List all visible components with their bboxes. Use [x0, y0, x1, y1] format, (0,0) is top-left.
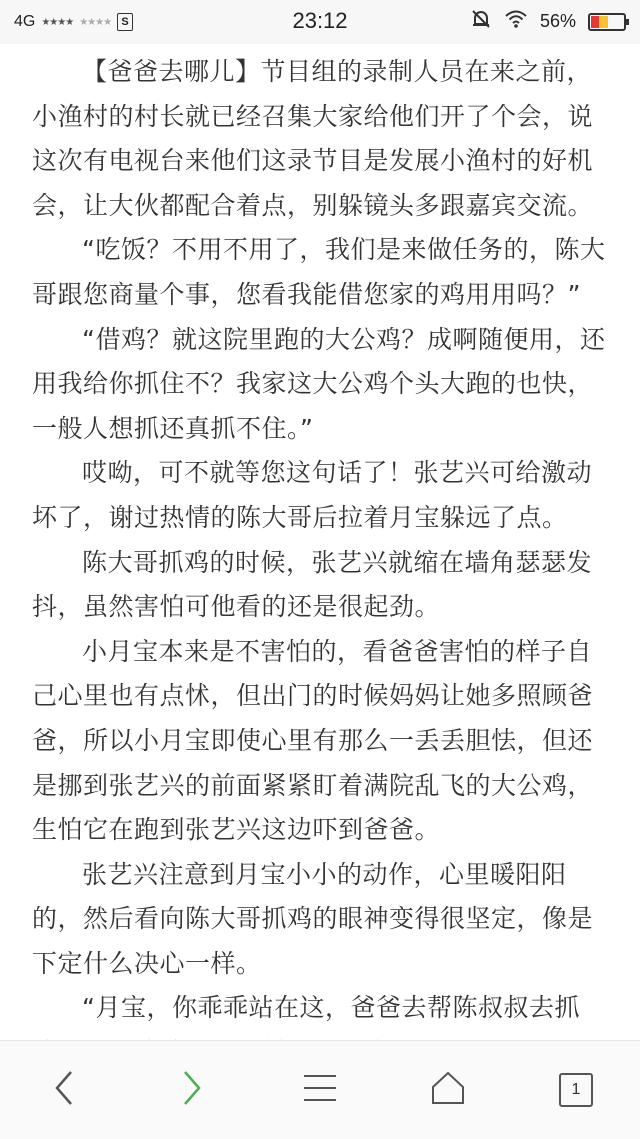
- tabs-button[interactable]: [512, 1041, 640, 1139]
- tabs-icon: 1: [559, 1073, 593, 1107]
- home-button[interactable]: [384, 1041, 512, 1139]
- back-arrow-icon: [49, 1068, 79, 1112]
- paragraph: “吃饭？不用不用了，我们是来做任务的，陈大哥跟您商量个事，您看我能借您家的鸡用用吗？”: [32, 235, 606, 309]
- paragraph: 陈大哥抓鸡的时候，张艺兴就缩在墙角瑟瑟发抖，虽然害怕可他看的还是很起劲。: [32, 547, 593, 622]
- menu-icon: [302, 1073, 338, 1107]
- paragraph: 【爸爸去哪儿】节目组的录制人员在来之前，小渔村的村长就已经召集大家给他们开了个会，说这次有电视台来他们这录节目是发展小渔村的好机会，让大伙都配合着点，别躲镜头多跟嘉宾交流。: [32, 57, 594, 220]
- paragraph: “借鸡？就这院里跑的大公鸡？成啊随便用，还用我给你抓住不？我家这大公鸡个头大跑的也快，一般人想抓还真抓不住。”: [32, 324, 606, 443]
- article-body: [0, 30, 640, 1040]
- paragraph: 小月宝本来是不害怕的，看爸爸害怕的样子自己心里也有点怵，但出门的时候妈妈让她多照顾爸爸，所以小月宝即使心里有那么一丢丢胆怯，但还是挪到张艺兴的前面紧紧盯着满院乱飞的大公鸡，生怕它在跑到张艺兴这边吓到爸爸。: [32, 636, 594, 845]
- battery-percent: 56%: [539, 11, 576, 31]
- sim-s-icon: S: [117, 13, 133, 31]
- bottom-nav: [0, 1040, 640, 1139]
- signal-stars-icon: ★★★★: [41, 16, 74, 28]
- signal-stars-secondary-icon: ★★★★: [79, 16, 112, 28]
- menu-button[interactable]: [256, 1041, 384, 1139]
- forward-button[interactable]: [128, 1041, 256, 1139]
- network-type: 4G: [14, 13, 36, 30]
- paragraph: “月宝，你乖乖站在这，爸爸去帮陈叔叔去抓: [82, 993, 580, 1023]
- battery-icon: [588, 13, 626, 31]
- forward-arrow-icon: [177, 1068, 207, 1112]
- home-icon: [430, 1070, 466, 1110]
- paragraph: 哎呦，可不就等您这句话了！张艺兴可给激动坏了，谢过热情的陈大哥后拉着月宝躲远了点。: [32, 458, 593, 532]
- paragraph: 张艺兴注意到月宝小小的动作，心里暖阳阳的，然后看向陈大哥抓鸡的眼神变得很坚定，像是下定什么决心一样。: [32, 859, 594, 978]
- clock: 23:12: [292, 8, 348, 33]
- back-button[interactable]: [0, 1041, 128, 1139]
